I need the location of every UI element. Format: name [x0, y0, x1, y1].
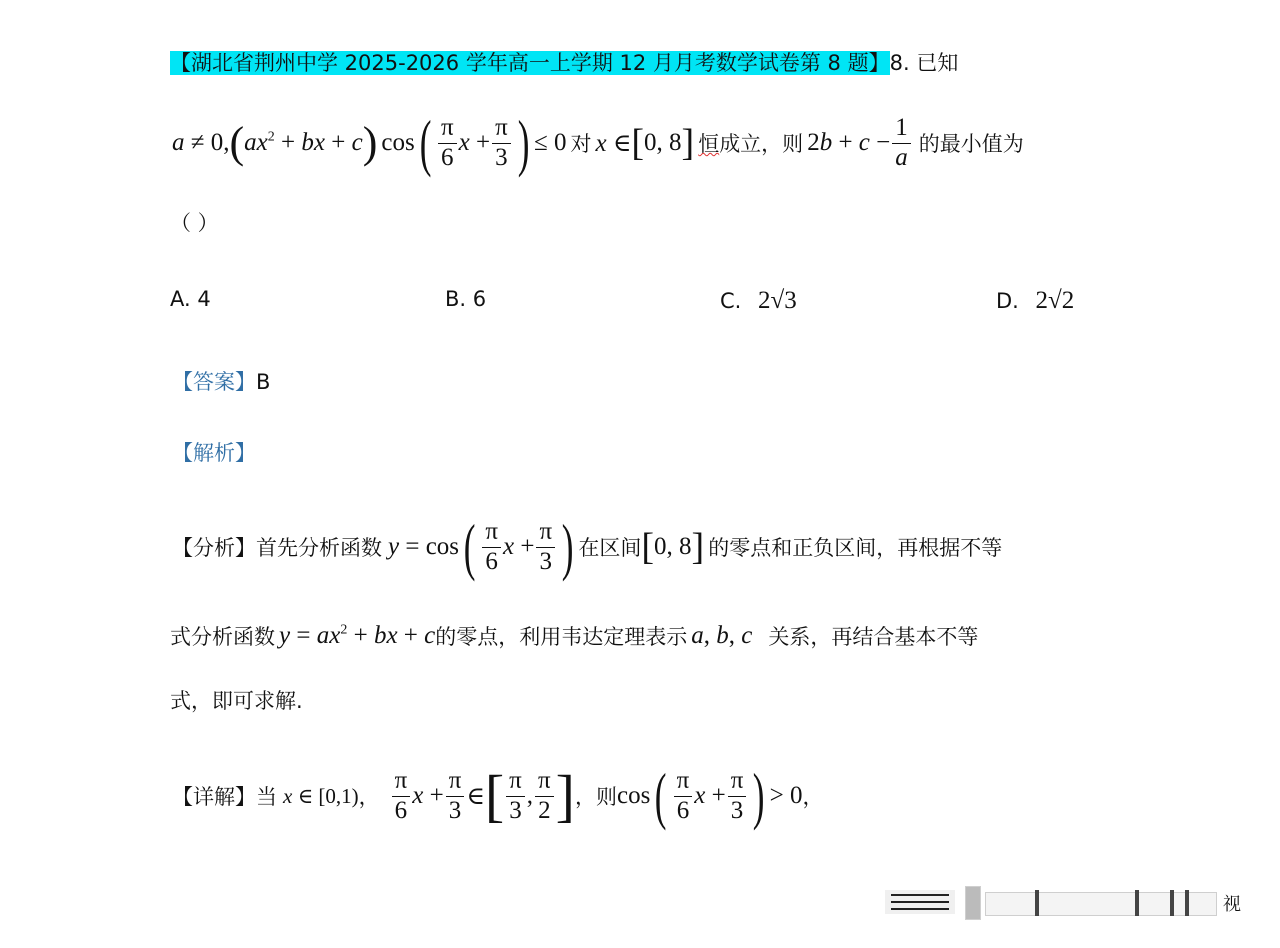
progress-track[interactable]: [985, 892, 1217, 916]
track-marker-4: [1185, 890, 1189, 916]
cond-text-rest: 成立，则: [719, 132, 804, 156]
cond-text-2: [698, 128, 803, 158]
option-c[interactable]: C. 2√3: [720, 287, 797, 314]
bottom-control-strip[interactable]: [885, 886, 1245, 922]
source-highlight: 【湖北省荆州中学 2025-2026 学年高一上学期 12 月月考数学试卷第 8 题】: [170, 51, 890, 75]
option-b[interactable]: B. 6: [445, 287, 487, 311]
track-marker-3: [1170, 890, 1174, 916]
frac-1-a: $\frac{1}{a}$: [892, 114, 911, 173]
track-marker-2: [1135, 890, 1139, 916]
analysis-heading: 【解析】: [172, 441, 256, 465]
frac-pi-6: $\frac{\pi}{6}$: [438, 114, 457, 173]
cond-math-poly: $ax^2$ + bx + c: [244, 129, 363, 156]
answer-blank: （ ）: [170, 211, 219, 235]
fenxi-line-2: 式分析函数 $y = ax^2$ + bx + c 的零点，利用韦达定理表示 a, b, c 关系，再结合基本不等: [170, 622, 979, 649]
question-header: [170, 47, 958, 77]
question-lead: 8. 已知: [889, 51, 959, 75]
xiangjie-label: 【详解】: [172, 785, 256, 809]
frac-pi-3: $\frac{\pi}{3}$: [492, 114, 511, 173]
option-d-value: 2√2: [1035, 287, 1075, 314]
corner-glyph: 视: [1223, 894, 1241, 915]
answer-line: [172, 366, 270, 396]
answer-label: 【答案】: [172, 370, 256, 394]
fenxi-line-3: 式，即可求解.: [170, 689, 303, 713]
cond-math-1: a ≠ 0,: [172, 129, 230, 156]
option-d[interactable]: D. 2√2: [996, 287, 1075, 314]
menu-lines-icon[interactable]: [885, 890, 955, 914]
fenxi-line-1: 【分析】 首先分析函数 y = cos ( $\frac{\pi}{6}$ x + $\frac{\pi}{3}$ ) 在区间 [ 0, 8 ] 的零点和正负区间，再根据不等: [172, 511, 1003, 583]
spellcheck-mark: 恒: [698, 132, 720, 156]
fenxi-label: 【分析】: [172, 536, 256, 560]
option-a[interactable]: A. 4: [170, 287, 211, 311]
track-marker-1: [1035, 890, 1039, 916]
scrubber-handle-icon[interactable]: [965, 886, 981, 920]
xiangjie-line: 【详解】 当 x ∈ [0,1) ， $\frac{\pi}{6}$ x + $\frac{\pi}{3}$ ∈ [ $\frac{\pi}{3}$ , $\frac{\pi}{2}$ ] ，则 cos ( $\frac{\pi}{6}$ x + $\frac{\pi}{3}$ ) > 0 ，: [172, 760, 824, 832]
option-c-value: 2√3: [758, 287, 797, 314]
question-condition: a ≠ 0, ( $ax^2$ + bx + c ) cos ( $\frac{\pi}{6}$ x + $\frac{\pi}{3}$ ) ≤ 0 对 x ∈ [ 0, 8 ] 恒成立，则 2b + c − $\frac{1}{a}$ 的最小值为: [172, 107, 1024, 179]
answer-value: B: [256, 370, 271, 394]
